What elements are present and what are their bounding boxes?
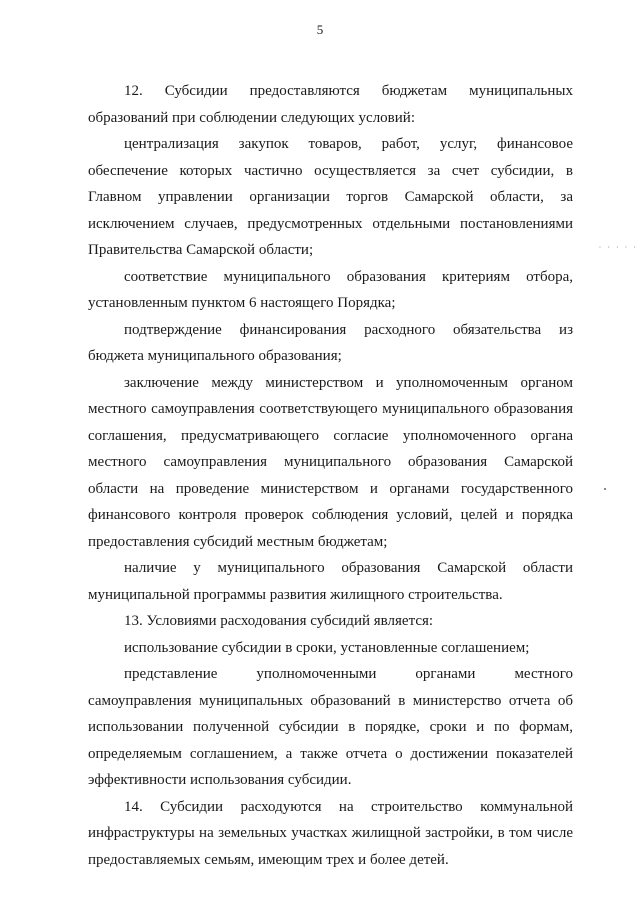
- condition-centralized-procurement: централизация закупок товаров, работ, услуг, финансовое обеспечение которых частично осуществляется за счет субсидии, в Главном управлении организации торгов Самарской области, за исключением случаев, предусмотренных отдельными постановлениями Правительства Самарской области;: [88, 136, 573, 258]
- condition-financing-confirmation: подтверждение финансирования расходного обязательства из бюджета муниципального образования;: [88, 321, 573, 364]
- paragraph-14: 14. Субсидии расходуются на строительство коммунальной инфраструктуры на земельных участках жилищной застройки, в том числе предоставляемых семьям, имеющим трех и более детей.: [88, 798, 573, 868]
- page-number: 5: [316, 22, 324, 37]
- condition-housing-program: наличие у муниципального образования Самарской области муниципальной программы развития жилищного строительства.: [88, 560, 573, 603]
- condition-selection-criteria: соответствие муниципального образования критериям отбора, установленным пунктом 6 настоящего Порядка;: [88, 268, 573, 311]
- scan-artifact-dots: · · · · ·: [598, 243, 638, 252]
- condition-agreement: заключение между министерством и уполномоченным органом местного самоуправления соответствующего муниципального образования соглашения, предусматривающего согласие уполномоченного органа местного самоуправления муниципального образования Самарской области на проведение министерством и органами государственного финансового контроля проверок соблюдения условий, целей и порядка предоставления субсидий местным бюджетам;: [88, 374, 573, 550]
- paragraph-12-intro: 12. Субсидии предоставляются бюджетам муниципальных образований при соблюдении следующих условий:: [88, 83, 573, 126]
- paragraph-13-intro: 13. Условиями расходования субсидий является:: [124, 613, 434, 629]
- scan-artifact-dot: [604, 488, 606, 490]
- spending-condition-reporting: представление уполномоченными органами местного самоуправления муниципальных образований в министерство отчета об использовании полученной субсидии в порядке, сроки и по формам, определяемым соглашением, а также отчета о достижении показателей эффективности использования субсидии.: [88, 666, 573, 788]
- document-body: [88, 78, 573, 873]
- spending-condition-deadlines: использование субсидии в сроки, установленные соглашением;: [124, 639, 530, 656]
